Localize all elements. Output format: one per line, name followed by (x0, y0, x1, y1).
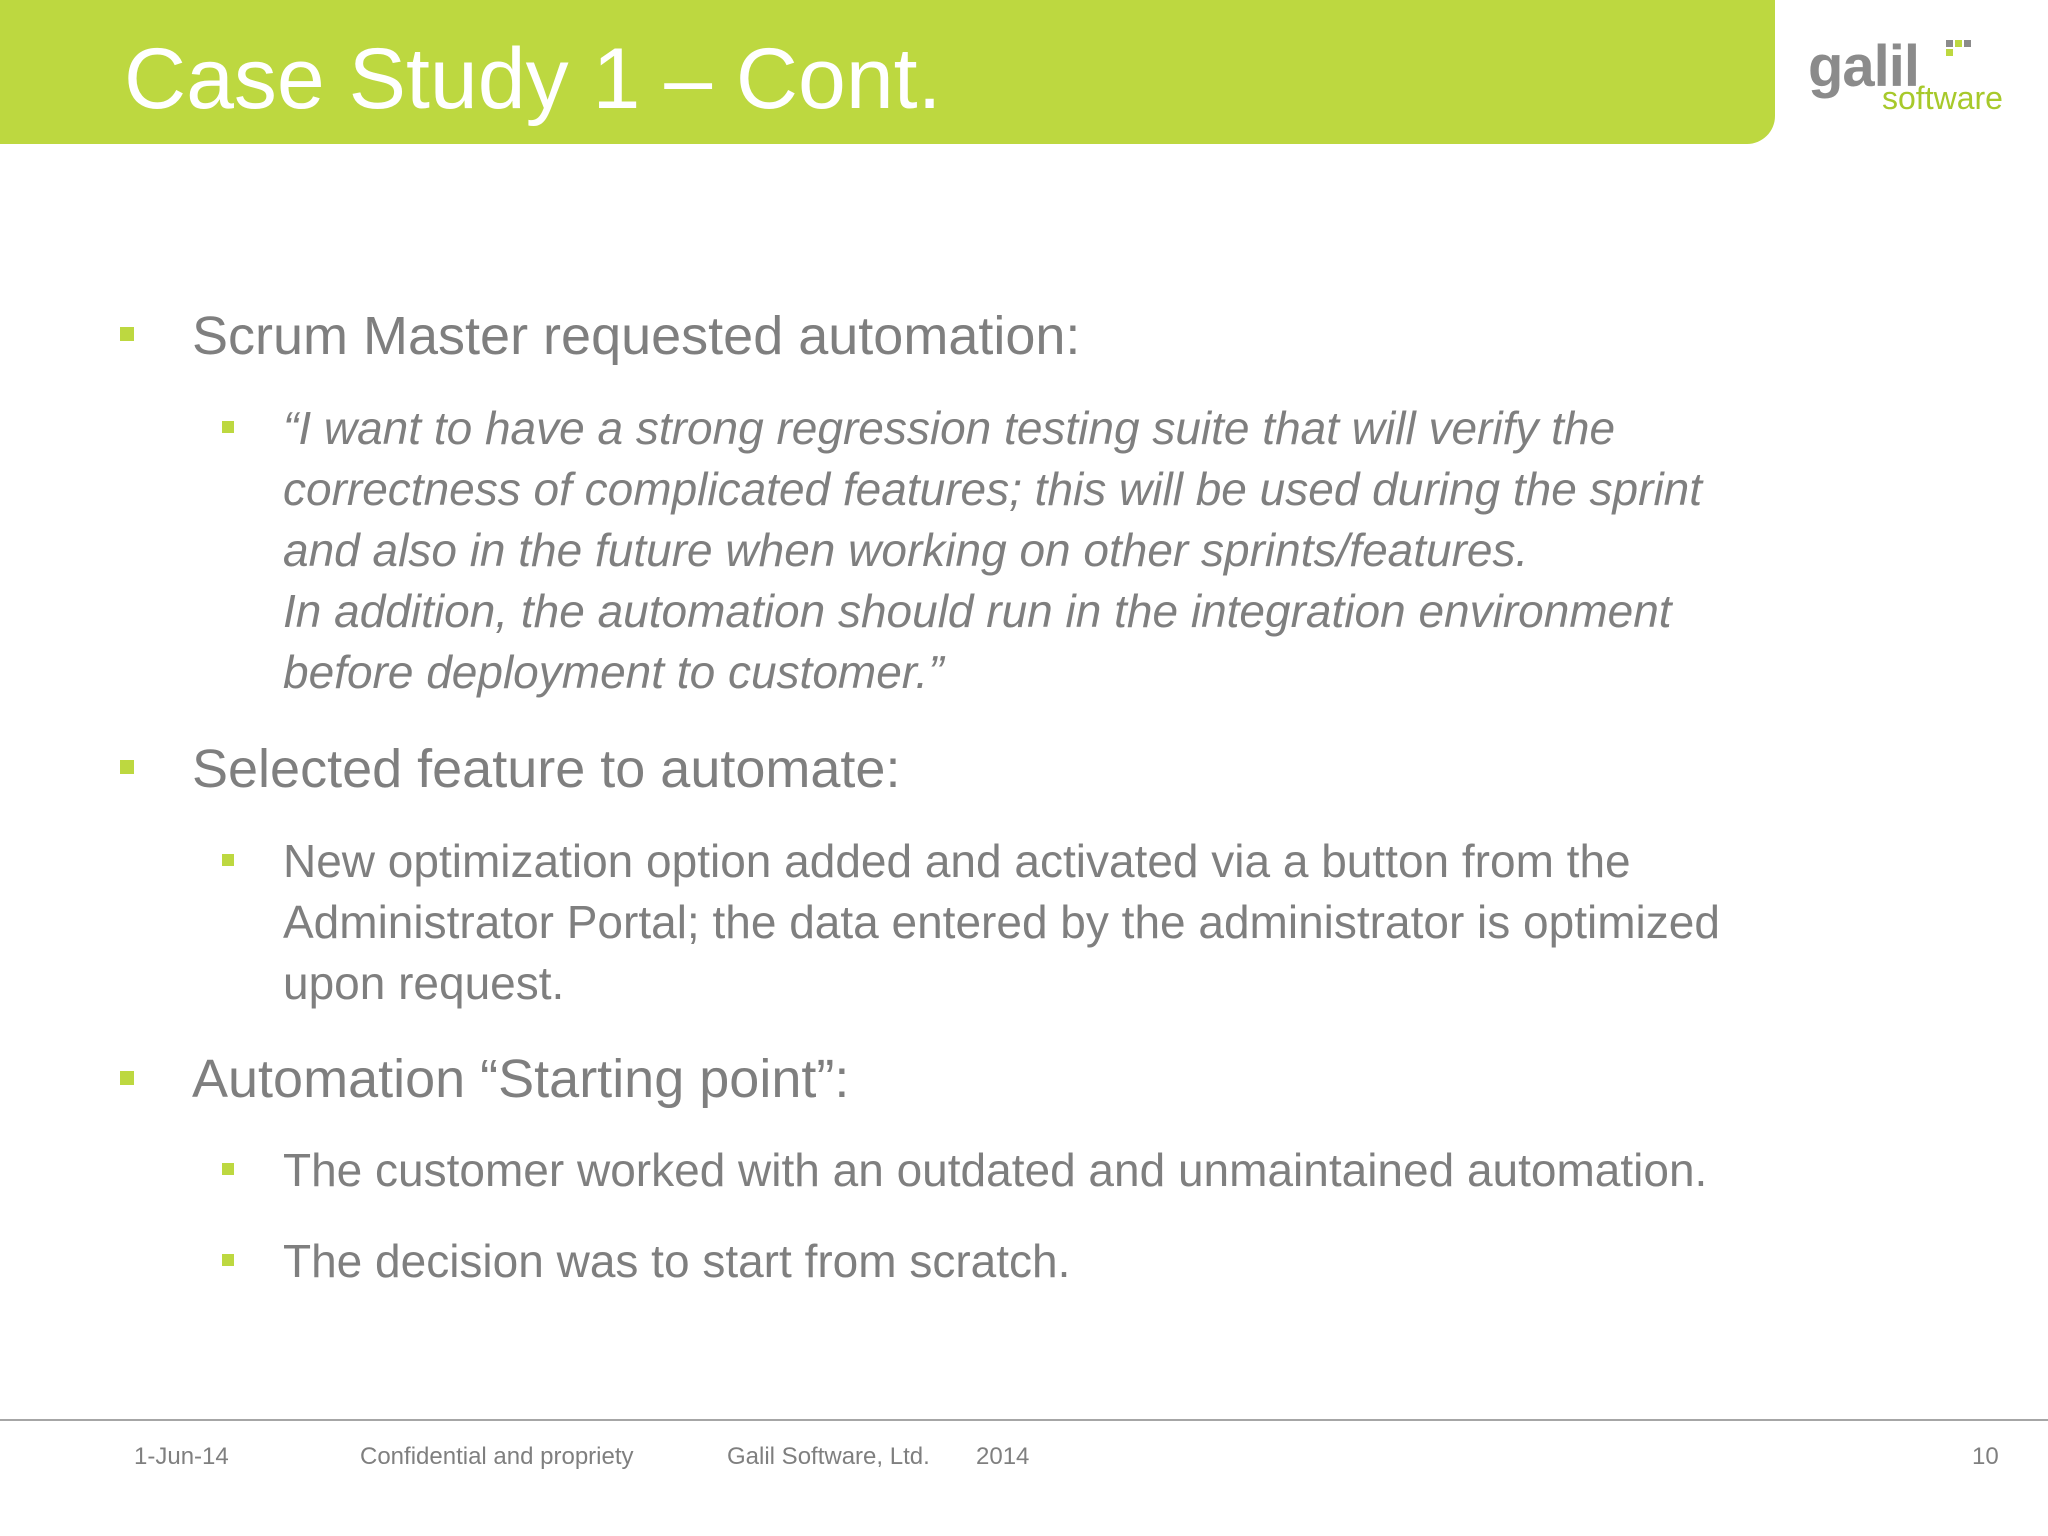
sub-bullet-square-icon (222, 1254, 234, 1266)
starting-point-line-1: The customer worked with an outdated and unmaintained automation. (283, 1144, 1708, 1196)
feature-line-2: Administrator Portal; the data entered by the administrator is optimized (283, 896, 1720, 948)
bullet-square-icon (120, 327, 134, 341)
quote-line-3: and also in the future when working on other sprints/features. (283, 524, 1529, 576)
bullet-2-text: Selected feature to automate: (192, 739, 901, 799)
footer-confidential: Confidential and propriety (360, 1443, 634, 1470)
logo-main-text: galil (1808, 34, 1920, 99)
sub-bullet-square-icon (222, 854, 234, 866)
feature-line-3: upon request. (283, 957, 565, 1009)
feature-line-1: New optimization option added and activated via a button from the (283, 835, 1631, 887)
footer-page-number: 10 (1972, 1443, 1999, 1470)
footer-year: 2014 (976, 1443, 1030, 1470)
footer-divider (0, 1419, 2048, 1421)
quote-line-4: In addition, the automation should run in the integration environment (283, 585, 1672, 637)
slide-title: Case Study 1 – Cont. (124, 31, 942, 127)
bullet-square-icon (120, 1071, 134, 1085)
footer-company: Galil Software, Ltd. (727, 1443, 930, 1470)
sub-bullet-square-icon (222, 1163, 234, 1175)
logo-sub-text: software (1882, 80, 2003, 116)
footer-date: 1-Jun-14 (134, 1443, 229, 1470)
quote-line-5: before deployment to customer.” (283, 646, 944, 698)
quote-line-2: correctness of complicated features; this will be used during the sprint (283, 463, 1703, 515)
starting-point-line-2: The decision was to start from scratch. (283, 1235, 1071, 1287)
feature-description (283, 831, 1720, 1014)
bullet-1-text: Scrum Master requested automation: (192, 306, 1081, 366)
quote-text (283, 398, 1702, 703)
bullet-square-icon (120, 760, 134, 774)
sub-bullet-square-icon (222, 421, 234, 433)
bullet-3-text: Automation “Starting point”: (192, 1049, 850, 1109)
quote-line-1: “I want to have a strong regression testing suite that will verify the (283, 402, 1616, 454)
